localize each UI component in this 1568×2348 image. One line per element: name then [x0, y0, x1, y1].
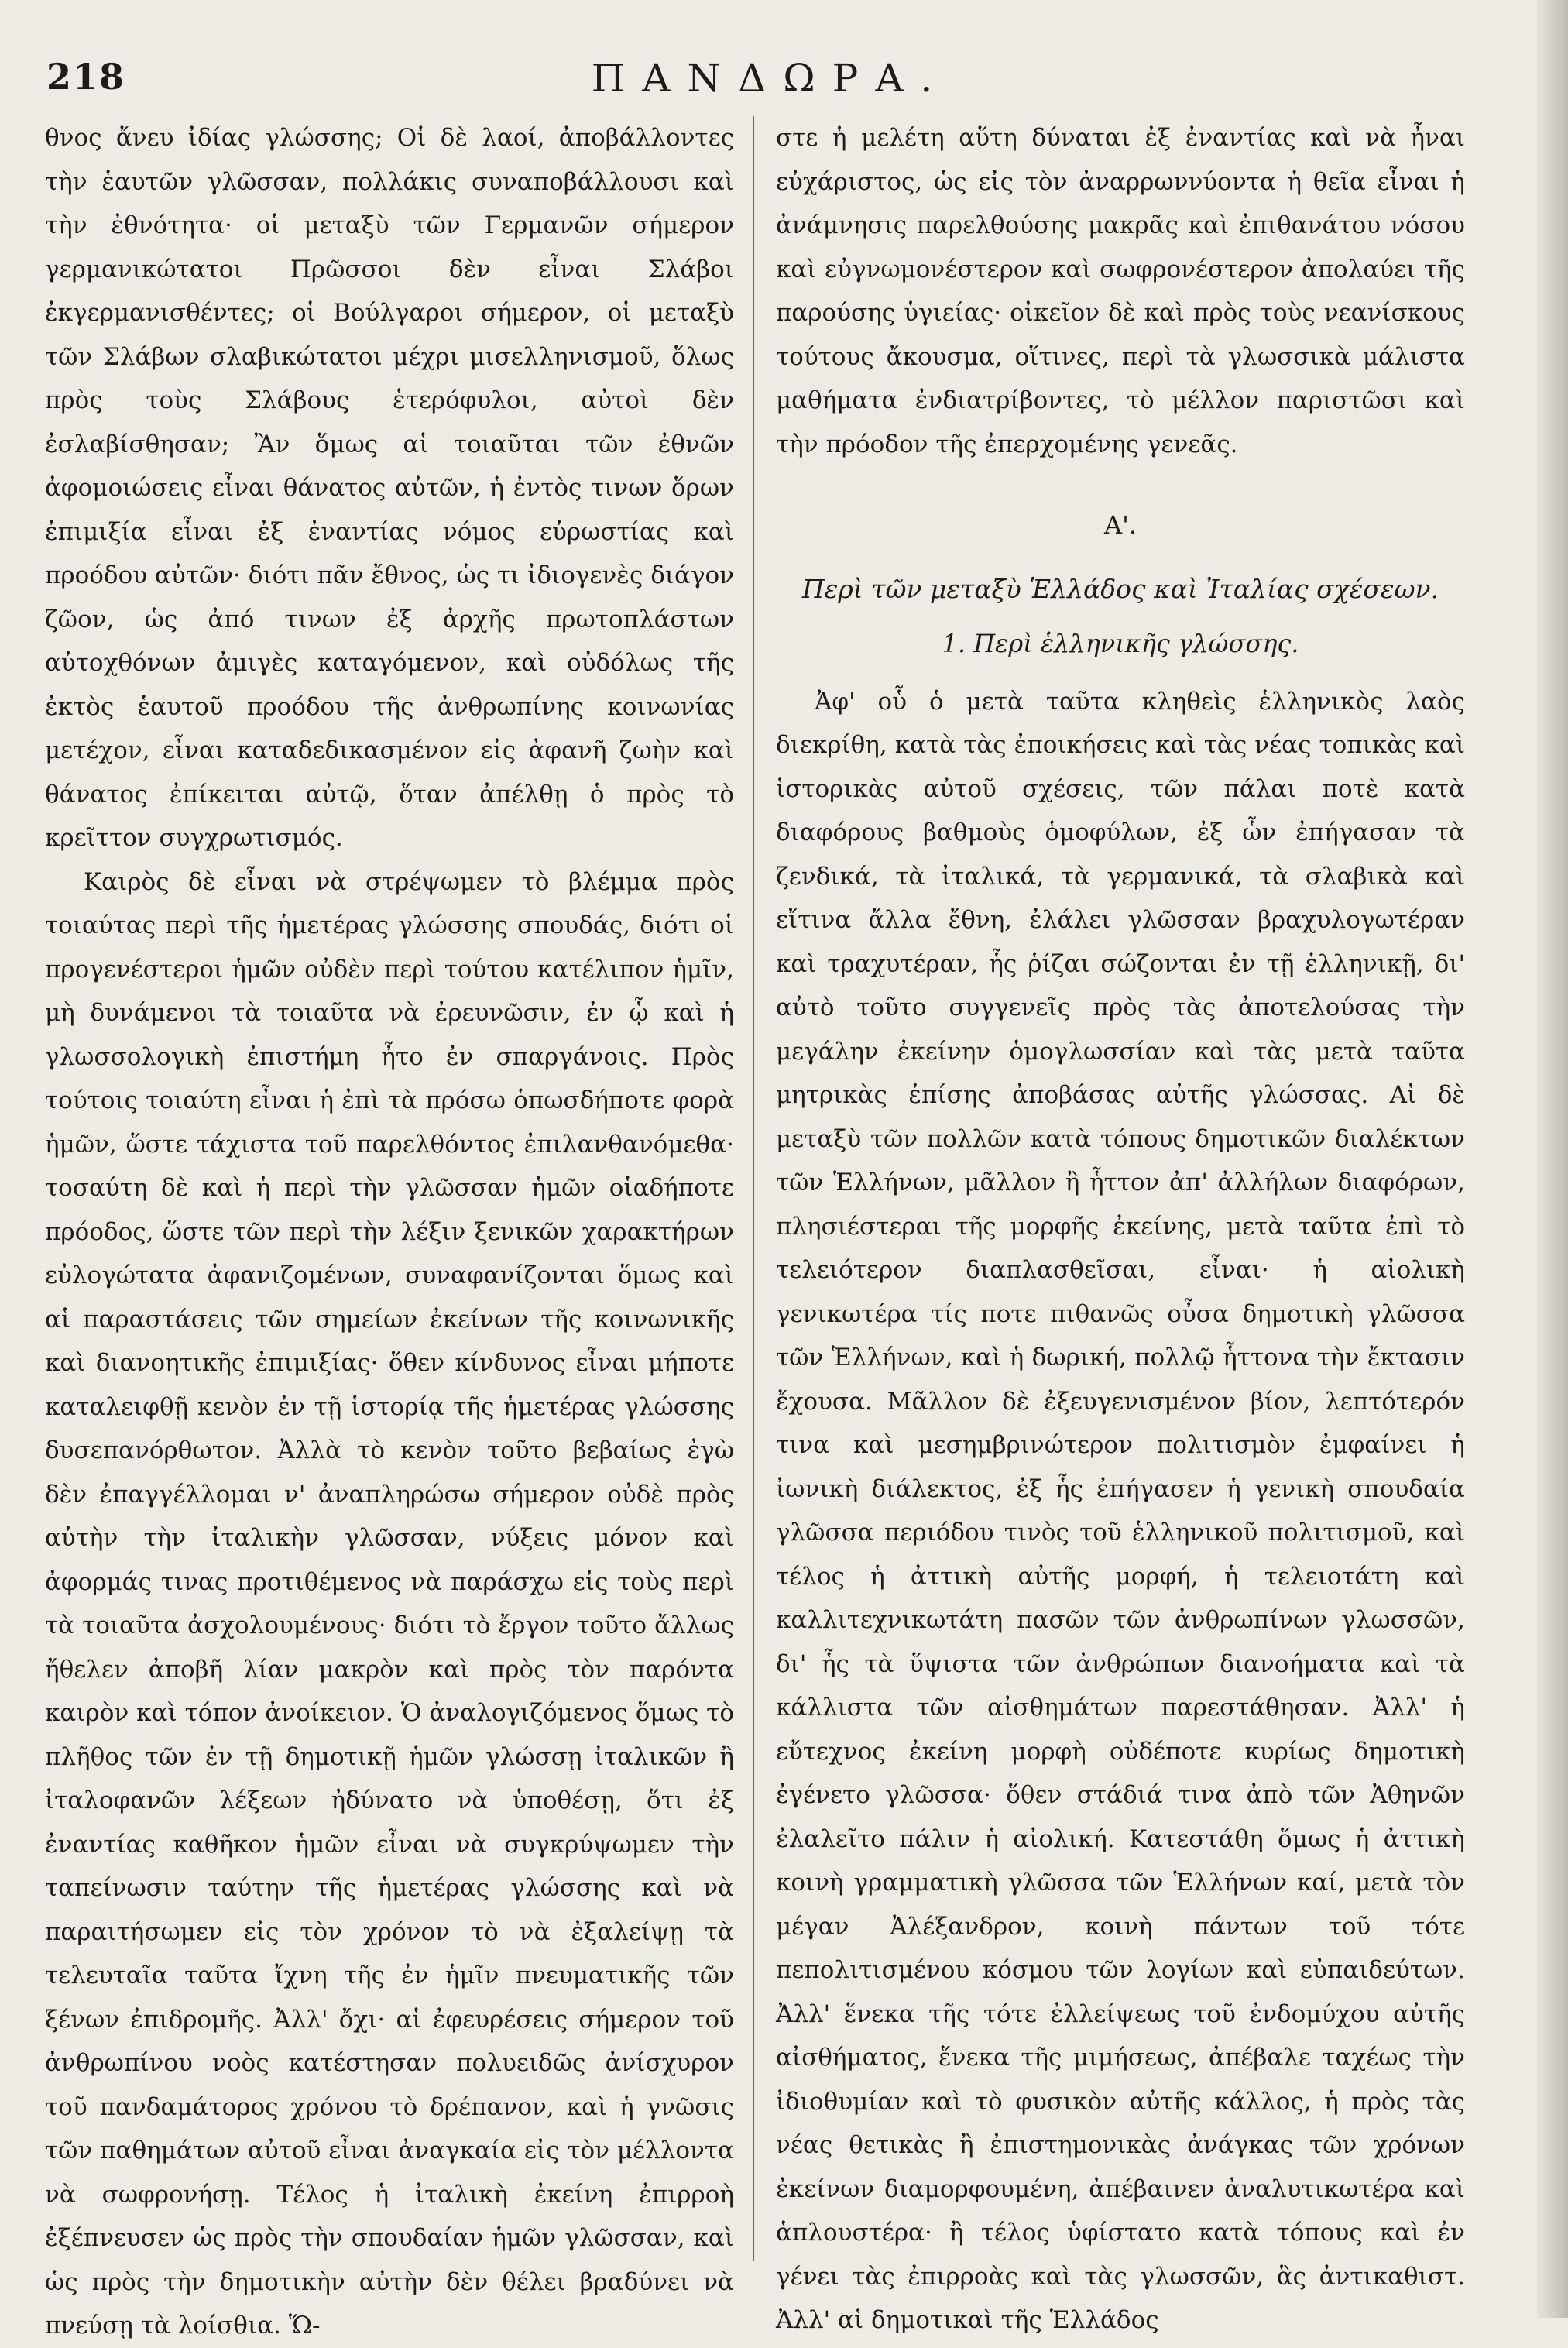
column-divider [753, 116, 754, 2261]
right-column [776, 116, 1465, 2343]
left-paragraph-1: θνος ἄνευ ἰδίας γλώσσης; Οἱ δὲ λαοί, ἀποβάλλοντες τὴν ἑαυτῶν γλῶσσαν, πολλάκις συναποβάλλουσι καὶ τὴν ἐθνότητα· οἱ μεταξὺ τῶν Γερμανῶν σήμερον γερμανικώτατοι Πρῶσσοι δὲν εἶναι Σλάβοι ἐκγερμανισθέντες; οἱ Βούλγαροι σήμερον, οἱ μεταξὺ τῶν Σλάβων σλαβικώτατοι μέχρι μισελληνισμοῦ, ὅλως πρὸς τοὺς Σλάβους ἑτερόφυλοι, αὐτοὶ δὲν ἐσλαβίσθησαν; Ἂν ὅμως αἱ τοιαῦται τῶν ἐθνῶν ἀφομοιώσεις εἶναι θάνατος αὐτῶν, ἡ ἐντὸς τινων ὅρων ἐπιμιξία εἶναι ἐξ ἐναντίας νόμος εὐρωστίας καὶ προόδου αὐτῶν· διότι πᾶν ἔθνος, ὡς τι ἰδιογενὲς διάγον ζῶον, ὡς ἀπό τινων ἐξ ἀρχῆς πρωτοπλάστων αὐτοχθόνων ἀμιγὲς καταγόμενον, καὶ οὐδόλως τῆς ἐκτὸς ἑαυτοῦ προόδου τῆς ἀνθρωπίνης κοινωνίας μετέχον, εἶναι καταδεδικασμένον εἰς ἀφανῆ ζωὴν καὶ θάνατος ἐπίκειται αὐτῷ, ὅταν ἀπέλθῃ ὁ πρὸς τὸ κρεῖττον συγχρωτισμός. [45, 124, 734, 852]
section-letter: Α'. [1103, 510, 1137, 540]
subsection-title: 1. Περὶ ἑλληνικῆς γλώσσης. [942, 629, 1299, 658]
left-column [45, 116, 734, 2348]
page-header [46, 56, 1494, 118]
right-paragraph-2: Ἀφ' οὗ ὁ μετὰ ταῦτα κληθεὶς ἑλληνικὸς λαὸς διεκρίθη, κατὰ τὰς ἐποικήσεις καὶ τὰς νέας τοπικὰς καὶ ἱστορικὰς αὐτοῦ σχέσεις, τῶν πάλαι ποτὲ κατὰ διαφόρους βαθμοὺς ὁμοφύλων, ἐξ ὧν ἐπήγασαν τὰ ζενδικά, τὰ ἰταλικά, τὰ γερμανικά, τὰ σλαβικὰ καὶ εἴτινα ἄλλα ἔθνη, ἐλάλει γλῶσσαν βραχυλογωτέραν καὶ τραχυτέραν, ἧς ῥίζαι σώζονται ἐν τῇ ἑλληνικῇ, δι' αὐτὸ τοῦτο συγγενεῖς πρὸς τὰς ἀποτελούσας τὴν μεγάλην ἐκείνην ὁμογλωσσίαν καὶ τὰς μετὰ ταῦτα μητρικὰς ἐπίσης ἀποβάσας αὐτῆς γλώσσας. Αἱ δὲ μεταξὺ τῶν πολλῶν κατὰ τόπους δημοτικῶν διαλέκτων τῶν Ἑλλήνων, μᾶλλον ἢ ἧττον ἀπ' ἀλλήλων διαφόρων, πλησιέστεραι τῆς μορφῆς ἐκείνης, μετὰ ταῦτα ἐπὶ τὸ τελειότερον διαπλασθεῖσαι, εἶναι· ἡ αἰολικὴ γενικωτέρα τίς ποτε πιθανῶς οὖσα δημοτικὴ γλῶσσα τῶν Ἑλλήνων, καὶ ἡ δωρική, πολλῷ ἧττονα τὴν ἔκτασιν ἔχουσα. Μᾶλλον δὲ ἐξευγενισμένον βίον, λεπτότερόν τινα καὶ μεσημβρινώτερον πολιτισμὸν ἐμφαίνει ἡ ἰωνικὴ διάλεκτος, ἐξ ἧς ἐπήγασεν ἡ γενικὴ σπουδαία γλῶσσα περιόδου τινὸς τοῦ ἑλληνικοῦ πολιτισμοῦ, καὶ τέλος ἡ ἀττικὴ αὐτῆς μορφή, ἡ τελειοτάτη καὶ καλλιτεχνικωτάτη πασῶν τῶν ἀνθρωπίνων γλωσσῶν, δι' ἧς τὰ ὕψιστα τῶν ἀνθρώπων διανοήματα καὶ τὰ κάλλιστα τῶν αἰσθημάτων παρεστάθησαν. Ἀλλ' ἡ εὔτεχνος ἐκείνη μορφὴ οὐδέποτε κυρίως δημοτικὴ ἐγένετο γλῶσσα· ὅθεν στάδιά τινα ἀπὸ τῶν Ἀθηνῶν ἐλαλεῖτο πάλιν ἡ αἰολική. Κατεστάθη ὅμως ἡ ἀττικὴ κοινὴ γραμματικὴ γλῶσσα τῶν Ἑλλήνων καί, μετὰ τὸν μέγαν Ἀλέξανδρον, κοινὴ πάντων τοῦ τότε πεπολιτισμένου κόσμου τῶν λογίων καὶ εὐπαιδεύτων. Ἀλλ' ἕνεκα τῆς τότε ἐλλείψεως τοῦ ἐνδομύχου αὐτῆς αἰσθήματος, ἕνεκα τῆς μιμήσεως, ἀπέβαλε ταχέως τὴν ἰδιοθυμίαν καὶ τὸ φυσικὸν αὐτῆς κάλλος, ἡ πρὸς τὰς νέας θετικὰς ἢ ἐπιστημονικὰς ἀνάγκας τῶν χρόνων ἐκείνων διαμορφουμένη, ἀπέβαινεν ἀναλυτικωτέρα καὶ ἁπλουστέρα· ἢ τέλος ὑφίστατο κατὰ τόπους καὶ ἐν γένει τὰς ἐπιρροὰς καὶ τὰς γλωσσῶν, ἃς ἀντικαθιστ. Ἀλλ' αἱ δημοτικαὶ τῆς Ἑλλάδος [776, 687, 1465, 2334]
page-number: 218 [46, 56, 126, 98]
right-paragraph-1: στε ἡ μελέτη αὕτη δύναται ἐξ ἐναντίας καὶ νὰ ἦναι εὐχάριστος, ὡς εἰς τὸν ἀναρρωννύοντα ἡ θεῖα εἶναι ἡ ἀνάμνησις παρελθούσης μακρᾶς καὶ ἐπιθανάτου νόσου καὶ εὐγνωμονέστερον καὶ σωφρονέστερον ἀπολαύει τῆς παρούσης ὑγιείας· οἰκεῖον δὲ καὶ πρὸς τοὺς νεανίσκους τούτους ἄκουσμα, οἵτινες, περὶ τὰ γλωσσικὰ μάλιστα μαθήματα ἐνδιατρίβοντες, τὸ μέλλον παριστῶσι καὶ τὴν πρόοδον τῆς ἐπερχομένης γενεᾶς. [776, 124, 1465, 458]
left-paragraph-2: Καιρὸς δὲ εἶναι νὰ στρέψωμεν τὸ βλέμμα πρὸς τοιαύτας περὶ τῆς ἡμετέρας γλώσσης σπουδάς, διότι οἱ προγενέστεροι ἡμῶν οὐδὲν περὶ τούτου κατέλιπον ἡμῖν, μὴ δυνάμενοι τὰ τοιαῦτα νὰ ἐρευνῶσιν, ἐν ᾧ καὶ ἡ γλωσσολογικὴ ἐπιστήμη ἦτο ἐν σπαργάνοις. Πρὸς τούτοις τοιαύτη εἶναι ἡ ἐπὶ τὰ πρόσω ὁπωσδήποτε φορὰ ἡμῶν, ὥστε τάχιστα τοῦ παρελθόντος ἐπιλανθανόμεθα· τοσαύτη δὲ καὶ ἡ περὶ τὴν γλῶσσαν ἡμῶν οἱαδήποτε πρόοδος, ὥστε τῶν περὶ τὴν λέξιν ξενικῶν χαρακτήρων εὐλογώτατα ἀφανιζομένων, συναφανίζονται ὅμως καὶ αἱ παραστάσεις τῶν σημείων ἐκείνων τῆς κοινωνικῆς καὶ διανοητικῆς ἐπιμιξίας· ὅθεν κίνδυνος εἶναι μήποτε καταλειφθῇ κενὸν ἐν τῇ ἱστορίᾳ τῆς ἡμετέρας γλώσσης δυσεπανόρθωτον. Ἀλλὰ τὸ κενὸν τοῦτο βεβαίως ἐγὼ δὲν ἐπαγγέλλομαι ν' ἀναπληρώσω σήμερον οὐδὲ πρὸς αὐτὴν τὴν ἰταλικὴν γλῶσσαν, νύξεις μόνον καὶ ἀφορμάς τινας προτιθέμενος νὰ παράσχω εἰς τοὺς περὶ τὰ τοιαῦτα ἀσχολουμένους· διότι τὸ ἔργον τοῦτο ἄλλως ἤθελεν ἀποβῆ λίαν μακρὸν καὶ πρὸς τὸν παρόντα καιρὸν καὶ τόπον ἀνοίκειον. Ὁ ἀναλογιζόμενος ὅμως τὸ πλῆθος τῶν ἐν τῇ δημοτικῇ ἡμῶν γλώσσῃ ἰταλικῶν ἢ ἰταλοφανῶν λέξεων ἠδύνατο νὰ ὑποθέσῃ, ὅτι ἐξ ἐναντίας καθῆκον ἡμῶν εἶναι νὰ συγκρύψωμεν τὴν ταπείνωσιν ταύτην τῆς ἡμετέρας γλώσσης καὶ νὰ παραιτήσωμεν εἰς τὸν χρόνον τὸ νὰ ἐξαλείψῃ τὰ τελευταῖα ταῦτα ἴχνη τῆς ἐν ἡμῖν πνευματικῆς τῶν ξένων ἐπιδρομῆς. Ἀλλ' ὄχι· αἱ ἐφευρέσεις σήμερον τοῦ ἀνθρωπίνου νοὸς κατέστησαν πολυειδῶς ἀνίσχυρον τοῦ πανδαμάτορος χρόνου τὸ δρέπανον, καὶ ἡ γνῶσις τῶν παθημάτων αὐτοῦ εἶναι ἀναγκαία εἰς τὸν μέλλοντα νὰ σωφρονήσῃ. Τέλος ἡ ἰταλικὴ ἐκείνη ἐπιρροὴ ἐξέπνευσεν ὡς πρὸς τὴν σπουδαίαν ἡμῶν γλῶσσαν, καὶ ὡς πρὸς τὴν δημοτικὴν αὐτὴν δὲν θέλει βραδύνει νὰ πνεύσῃ τὰ λοίσθια. Ὥ- [45, 867, 734, 2339]
section-title: Περὶ τῶν μεταξὺ Ἑλλάδος καὶ Ἰταλίας σχέσεων. [801, 573, 1439, 604]
running-title: ΠΑΝΔΩΡΑ. [591, 56, 950, 101]
scan-edge-shadow [1537, 0, 1568, 2318]
